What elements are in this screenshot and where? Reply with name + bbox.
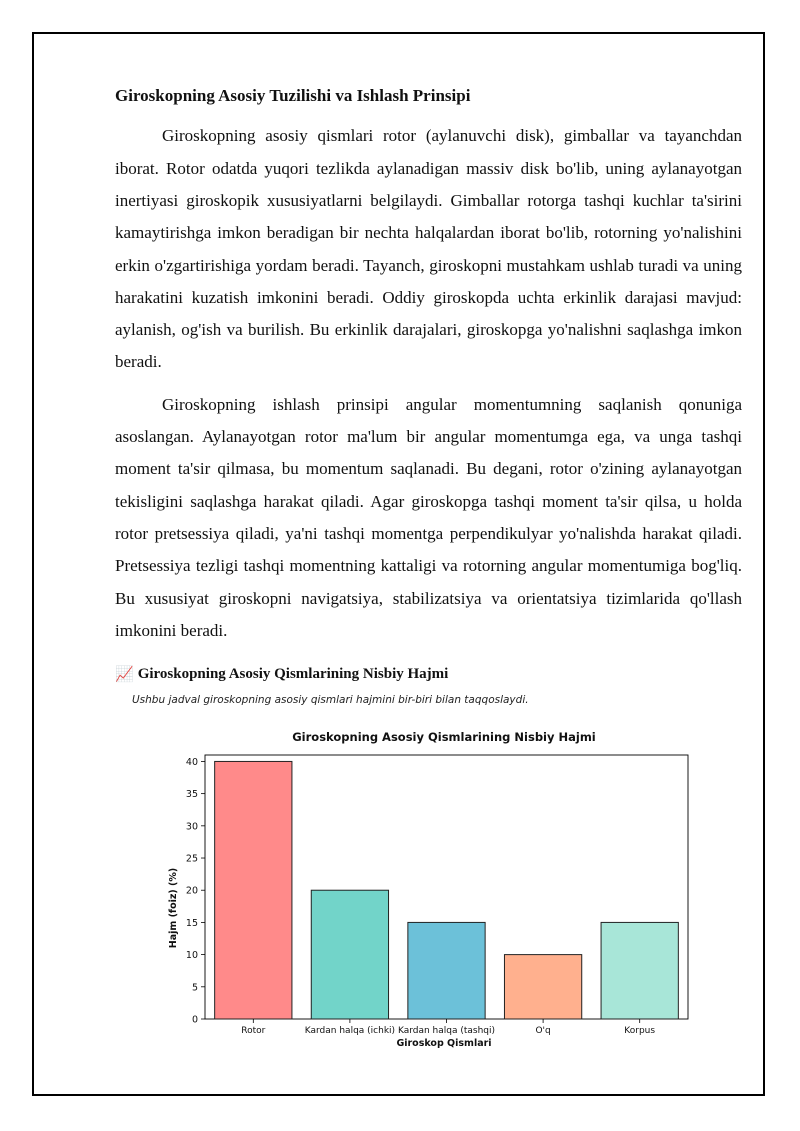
bar-1	[215, 761, 292, 1019]
chart-caption: Ushbu jadval giroskopning asosiy qismlari hajmini bir-biri bilan taqqoslaydi.	[132, 694, 529, 707]
bar-chart	[150, 722, 695, 1057]
plot-area	[186, 755, 688, 1036]
y-axis-label: Hajm (foiz) (%)	[168, 867, 179, 949]
y-tick-label: 40	[185, 756, 198, 768]
bar-2	[311, 890, 388, 1019]
chart-line-icon: 📈	[115, 667, 134, 684]
y-tick-label: 10	[185, 950, 198, 962]
y-tick-label: 30	[185, 821, 198, 833]
x-tick-label: Korpus	[624, 1026, 656, 1036]
y-tick-label: 15	[185, 917, 198, 929]
bar-3	[408, 922, 485, 1019]
chart-heading-text: Giroskopning Asosiy Qismlarining Nisbiy Hajmi	[137, 666, 449, 683]
chart-section-heading	[115, 665, 742, 684]
x-tick-label: Kardan halqa (tashqi)	[397, 1026, 496, 1036]
x-tick-label: O'q	[535, 1026, 551, 1036]
y-tick-label: 25	[185, 853, 198, 865]
paragraph-structure: Giroskopning asosiy qismlari rotor (aylanuvchi disk), gimballar va tayanchdan iborat. Rotor odatda yuqori tezlikda aylanadigan massiv disk bo'lib, uning aylanayotgan inertiyasi giroskopik xususiyatlarni belgilaydi. Gimballar rotorga tashqi kuchlar ta'sirini kamaytirishga imkon beradigan bir nechta halqalardan iborat bo'lib, rotorning yo'nalishini erkin o'zgartirishiga yordam beradi. Tayanch, giroskopni mustahkam ushlab turadi va uning harakatini kuzatish imkonini beradi. Oddiy giroskopda uchta erkinlik darajasi mavjud: aylanish, og'ish va burilish. Bu erkinlik darajalari, giroskopga yo'nalishni saqlashga imkon beradi.	[115, 126, 742, 372]
x-tick-label: Kardan halqa (ichki)	[304, 1026, 396, 1036]
x-tick-label: Rotor	[241, 1026, 266, 1036]
paragraph-principle: Giroskopning ishlash prinsipi angular momentumning saqlanish qonuniga asoslangan. Aylanayotgan rotor ma'lum bir angular momentumga ega, va unga tashqi moment ta'sir qilmasa, bu momentum saqlanadi. Bu degani, rotor o'zining aylanayotgan tekisligini saqlashga harakat qiladi. Agar giroskopga tashqi moment ta'sir qilsa, u holda rotor pretsessiya qiladi, ya'ni tashqi momentga perpendikulyar yo'nalishda harakat qiladi. Pretsessiya tezligi tashqi momentning kattaligi va rotorning angular momentumiga bog'liq. Bu xususiyat giroskopni navigatsiya, stabilizatsiya va orientatsiya tizimlarida qo'llash imkonini beradi.	[115, 394, 742, 640]
y-tick-label: 0	[191, 1014, 198, 1026]
x-axis-label: Giroskop Qismlari	[396, 1038, 492, 1049]
bar-5	[601, 922, 678, 1019]
bar-4	[504, 955, 581, 1019]
chart-title: Giroskopning Asosiy Qismlarining Nisbiy Hajmi	[292, 730, 596, 744]
document-body	[115, 86, 742, 706]
y-tick-label: 20	[185, 885, 198, 897]
y-tick-label: 5	[191, 982, 198, 994]
y-tick-label: 35	[185, 789, 198, 801]
document-title: Giroskopning Asosiy Tuzilishi va Ishlash Prinsipi	[115, 86, 471, 105]
